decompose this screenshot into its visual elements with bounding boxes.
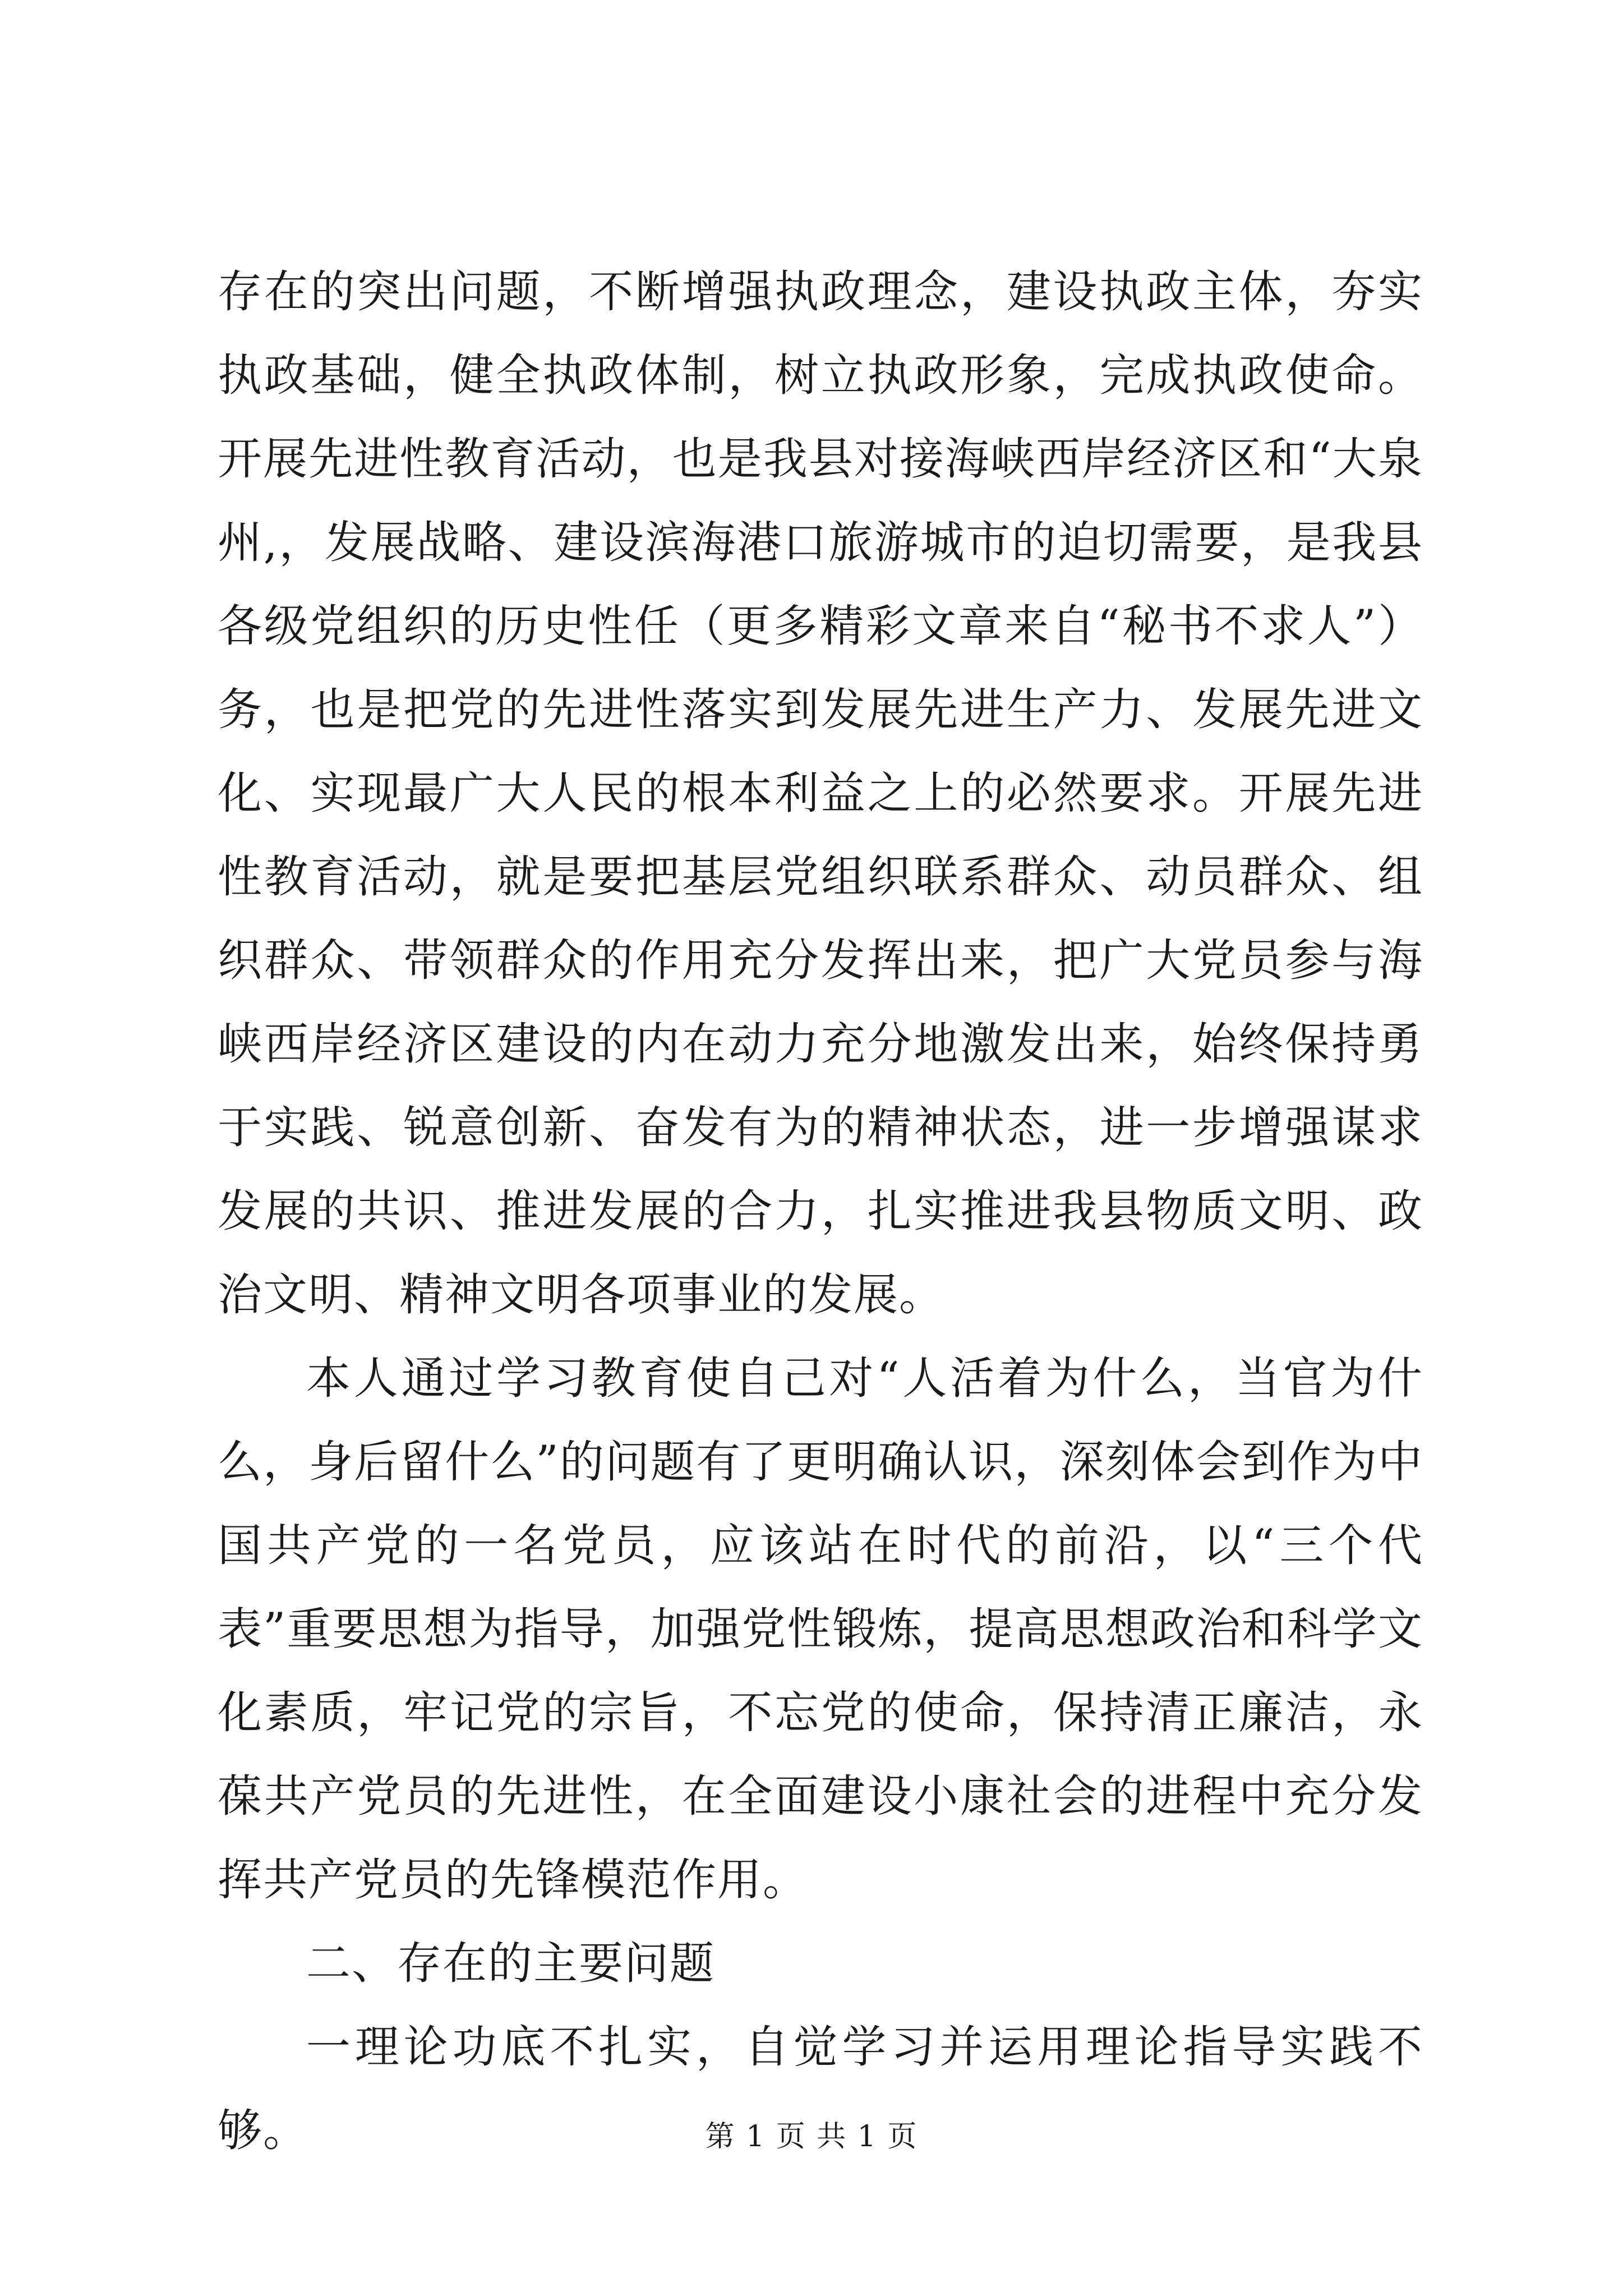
paragraph-4: 一理论功底不扎实，自觉学习并运用理论指导实践不够。 bbox=[218, 2021, 1423, 2156]
section-heading: 二、存在的主要问题 bbox=[306, 1938, 715, 1989]
page-footer: 第 1 页 共 1 页 bbox=[705, 2120, 918, 2154]
document-body bbox=[218, 250, 1423, 2173]
paragraph-2: 本人通过学习教育使自己对“人活着为什么，当官为什么，身后留什么”的问题有了更明确认识，深刻体会到作为中国共产党的一名党员，应该站在时代的前沿，以“三个代表”重要思想为指导，加强党性锻炼，提高思想政治和科学文化素质，牢记党的宗旨，不忘党的使命，保持清正廉洁，永葆共产党员的先进性，在全面建设小康社会的进程中充分发挥共产党员的先锋模范作用。 bbox=[218, 1352, 1423, 1906]
paragraph-1: 存在的突出问题，不断增强执政理念，建设执政主体，夯实执政基础，健全执政体制，树立执政形象，完成执政使命。开展先进性教育活动，也是我县对接海峡西岸经济区和“大泉州,，发展战略、建设滨海港口旅游城市的迫切需要，是我县各级党组织的历史性任（更多精彩文章来自“秘书不求人”）务，也是把党的先进性落实到发展先进生产力、发展先进文化、实现最广大人民的根本利益之上的必然要求。开展先进性教育活动，就是要把基层党组织联系群众、动员群众、组织群众、带领群众的作用充分发挥出来，把广大党员参与海峡西岸经济区建设的内在动力充分地激发出来，始终保持勇于实践、锐意创新、奋发有为的精神状态，进一步增强谋求发展的共识、推进发展的合力，扎实推进我县物质文明、政治文明、精神文明各项事业的发展。 bbox=[218, 266, 1423, 1320]
